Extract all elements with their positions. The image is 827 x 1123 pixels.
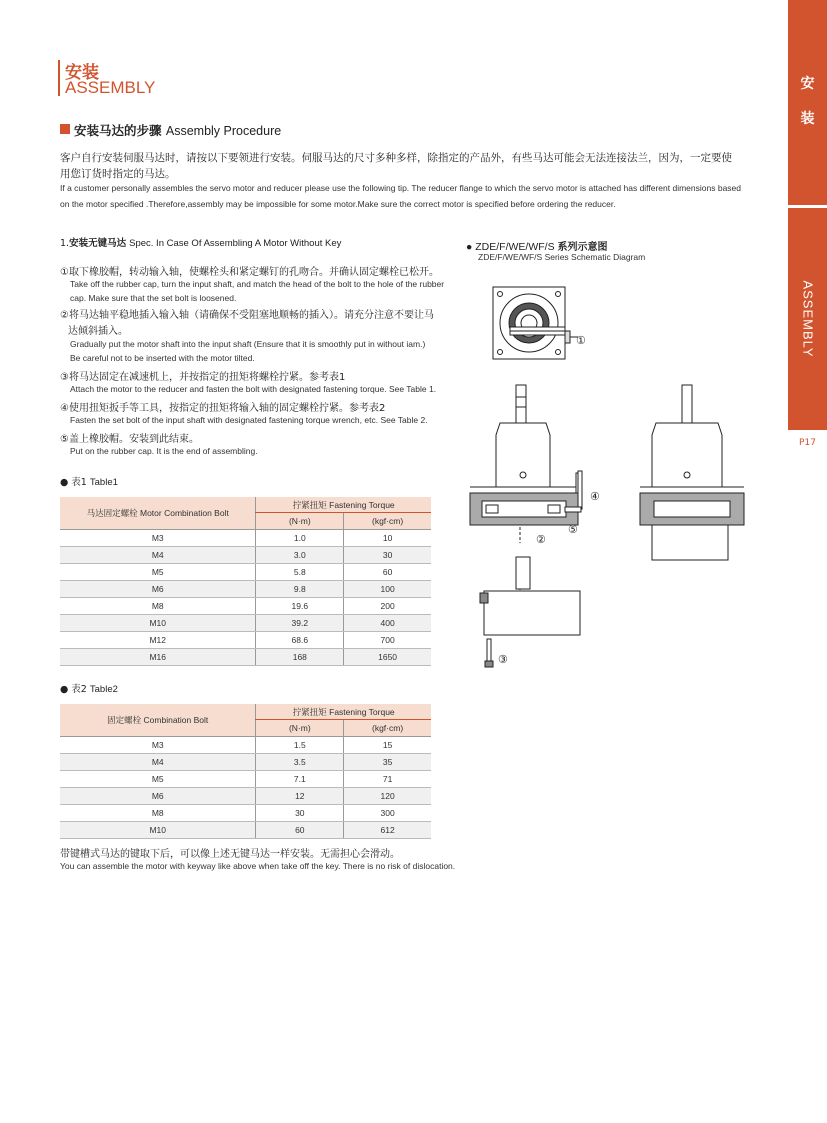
schematic-diagram xyxy=(460,275,760,675)
table1-col-bolt: 马达固定螺栓 Motor Combination Bolt xyxy=(60,497,256,530)
page-number: P17 xyxy=(799,438,816,448)
table-row xyxy=(60,547,431,564)
torque-kgf-cell: 15 xyxy=(344,737,431,754)
header-accent-bar xyxy=(58,60,60,96)
torque-nm-cell: 168 xyxy=(256,649,344,666)
torque-nm-cell: 60 xyxy=(256,822,344,839)
torque-kgf-cell: 71 xyxy=(344,771,431,788)
step-4-cn: ④使用扭矩扳手等工具，按指定的扭矩将输入轴的固定螺栓拧紧。参考表2 xyxy=(60,403,386,414)
side-tab-cn-1: 安 xyxy=(800,76,815,92)
table-row xyxy=(60,737,431,754)
table2-col-bolt: 固定螺栓 Combination Bolt xyxy=(60,704,256,737)
bolt-size-cell: M16 xyxy=(60,649,256,666)
table-row xyxy=(60,649,431,666)
table2-unit-nm: (N·m) xyxy=(256,720,344,737)
bolt-size-cell: M5 xyxy=(60,564,256,581)
torque-nm-cell: 5.8 xyxy=(256,564,344,581)
bolt-size-cell: M12 xyxy=(60,632,256,649)
steps-title: 1.安装无键马达 Spec. In Case Of Assembling A Motor Without Key xyxy=(60,238,342,249)
torque-nm-cell: 39.2 xyxy=(256,615,344,632)
step-3-en: Attach the motor to the reducer and fasten the bolt with designated fastening torque. See Table 1. xyxy=(70,384,437,394)
bolt-size-cell: M3 xyxy=(60,530,256,547)
page-title-cn: 安装 xyxy=(65,63,99,83)
side-tab-vertical-label: ASSEMBLY xyxy=(800,280,815,358)
torque-nm-cell: 7.1 xyxy=(256,771,344,788)
torque-nm-cell: 12 xyxy=(256,788,344,805)
page-title-en: ASSEMBLY xyxy=(65,78,156,97)
bolt-size-cell: M10 xyxy=(60,822,256,839)
intro-cn: 客户自行安装伺服马达时，请按以下要领进行安装。伺服马达的尺寸多种多样，除指定的产品外，有些马达可能会无法连接法兰，因为，一定要使用您订货时指定的马达。 xyxy=(60,152,732,180)
step-2-en-2: Be careful not to be inserted with the motor tilted. xyxy=(70,353,255,363)
table-row xyxy=(60,598,431,615)
section-title: 安装马达的步骤 Assembly Procedure xyxy=(74,123,282,138)
bolt-size-cell: M8 xyxy=(60,598,256,615)
torque-nm-cell: 1.0 xyxy=(256,530,344,547)
table-row xyxy=(60,788,431,805)
torque-kgf-cell: 30 xyxy=(344,547,431,564)
marker-1: ① xyxy=(576,335,586,347)
torque-kgf-cell: 400 xyxy=(344,615,431,632)
table1-unit-kgf: (kgf·cm) xyxy=(344,513,431,530)
step-1-en-1: Take off the rubber cap, turn the input shaft, and match the head of the bolt to the hole of the rubber xyxy=(70,279,445,289)
torque-kgf-cell: 300 xyxy=(344,805,431,822)
torque-nm-cell: 68.6 xyxy=(256,632,344,649)
step-1-en-2: cap. Make sure that the set bolt is loosened. xyxy=(70,293,237,303)
keyway-note-cn: 带键槽式马达的键取下后，可以像上述无键马达一样安装。无需担心会滑动。 xyxy=(60,849,400,860)
bolt-size-cell: M10 xyxy=(60,615,256,632)
table1-unit-nm: (N·m) xyxy=(256,513,344,530)
torque-kgf-cell: 60 xyxy=(344,564,431,581)
marker-5: ⑤ xyxy=(568,524,578,536)
torque-kgf-cell: 200 xyxy=(344,598,431,615)
table1-col-torque: 拧紧扭矩 Fastening Torque xyxy=(256,497,431,513)
step-3-cn: ③将马达固定在减速机上，并按指定的扭矩将螺栓拧紧。参考表1 xyxy=(60,372,346,383)
torque-kgf-cell: 10 xyxy=(344,530,431,547)
bolt-size-cell: M4 xyxy=(60,547,256,564)
torque-kgf-cell: 1650 xyxy=(344,649,431,666)
torque-kgf-cell: 120 xyxy=(344,788,431,805)
bolt-size-cell: M4 xyxy=(60,754,256,771)
step-2-cn-1: ②将马达轴平稳地插入输入轴（请确保不受阻塞地顺畅的插入）。请充分注意不要让马 xyxy=(60,310,434,321)
step-5-en: Put on the rubber cap. It is the end of assembling. xyxy=(70,446,258,456)
bolt-icon xyxy=(485,639,493,667)
table2-unit-kgf: (kgf·cm) xyxy=(344,720,431,737)
top-view-flange xyxy=(493,287,578,359)
torque-nm-cell: 9.8 xyxy=(256,581,344,598)
diagram-subtitle: ZDE/F/WE/WF/S Series Schematic Diagram xyxy=(478,252,646,262)
torque-nm-cell: 3.0 xyxy=(256,547,344,564)
side-tab-cn-2: 装 xyxy=(800,111,815,127)
step-2-cn-2: 达倾斜插入。 xyxy=(68,326,128,337)
section-marker-icon xyxy=(60,124,70,134)
marker-2: ② xyxy=(536,534,546,546)
marker-4: ④ xyxy=(590,491,600,503)
step-4-en: Fasten the set bolt of the input shaft with designated fastening torque wrench, etc. See Table 2. xyxy=(70,415,428,425)
step-1-cn: ①取下橡胶帽，转动输入轴，使螺栓头和紧定螺钉的孔吻合。并确认固定螺栓已松开。 xyxy=(60,267,439,278)
intro-en: If a customer personally assembles the servo motor and reducer please use the following tip. The reducer flange to which the servo motor is attached has different dimensions based on the motor specified .Therefore,assembly may be impossible for some motor.Make sure the correct motor is specified before ordering the reducer. xyxy=(60,183,742,209)
step-2-en-1: Gradually put the motor shaft into the input shaft (Ensure that it is smoothly put in without iam.) xyxy=(70,339,426,349)
table-row xyxy=(60,754,431,771)
bolt-size-cell: M8 xyxy=(60,805,256,822)
bolt-size-cell: M3 xyxy=(60,737,256,754)
table-row xyxy=(60,805,431,822)
assembled-view xyxy=(640,385,744,560)
torque-nm-cell: 19.6 xyxy=(256,598,344,615)
step-5-cn: ⑤盖上橡胶帽。安装到此结束。 xyxy=(60,434,199,445)
table1-label: ● 表1 Table1 xyxy=(60,477,118,488)
keyway-note-en: You can assemble the motor with keyway like above when take off the key. There is no risk of dislocation. xyxy=(60,861,456,871)
diagram-title: ● ZDE/F/WE/WF/S 系列示意图 xyxy=(466,241,608,253)
torque-kgf-cell: 35 xyxy=(344,754,431,771)
torque-kgf-cell: 100 xyxy=(344,581,431,598)
table2 xyxy=(60,704,431,839)
table-row xyxy=(60,822,431,839)
table-row xyxy=(60,632,431,649)
bolt-size-cell: M6 xyxy=(60,788,256,805)
torque-nm-cell: 30 xyxy=(256,805,344,822)
torque-nm-cell: 3.5 xyxy=(256,754,344,771)
table-row xyxy=(60,615,431,632)
table2-col-torque: 拧紧扭矩 Fastening Torque xyxy=(256,704,431,720)
marker-3: ③ xyxy=(498,654,508,666)
table-row xyxy=(60,530,431,547)
motor xyxy=(480,557,580,635)
torque-kgf-cell: 612 xyxy=(344,822,431,839)
side-tab-top xyxy=(788,0,827,205)
torque-nm-cell: 1.5 xyxy=(256,737,344,754)
table-row xyxy=(60,564,431,581)
table-row xyxy=(60,771,431,788)
bolt-size-cell: M6 xyxy=(60,581,256,598)
torque-kgf-cell: 700 xyxy=(344,632,431,649)
table1 xyxy=(60,497,431,666)
table2-label: ● 表2 Table2 xyxy=(60,684,118,695)
bolt-size-cell: M5 xyxy=(60,771,256,788)
table-row xyxy=(60,581,431,598)
